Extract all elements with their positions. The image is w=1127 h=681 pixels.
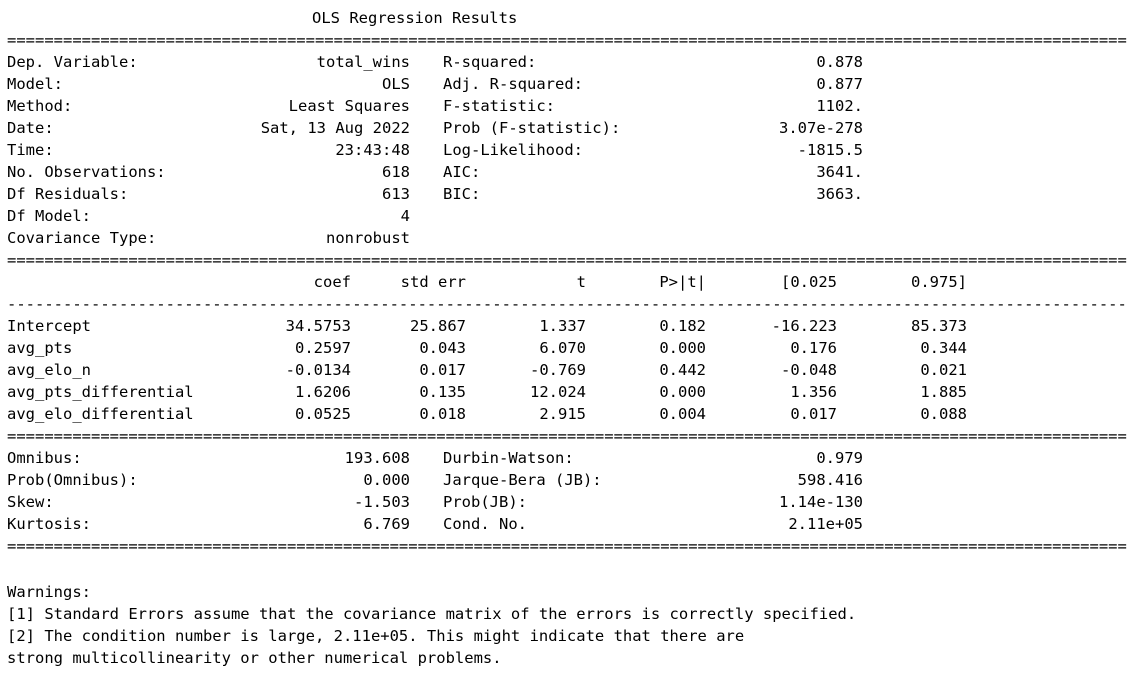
table-row: [7, 381, 1007, 403]
col-header-p: P>|t|: [659, 273, 706, 291]
summary-row: [7, 95, 1007, 117]
table-row: [7, 337, 1007, 359]
cell-coef: 34.5753: [285, 317, 351, 335]
cell-ci-low: -0.048: [781, 361, 837, 379]
stat-label: BIC:: [443, 185, 481, 203]
row-label: avg_elo_n: [7, 361, 91, 379]
stat-label: Log-Likelihood:: [443, 141, 583, 159]
cell-t: -0.769: [530, 361, 586, 379]
stat-value: 1102.: [816, 97, 863, 115]
stat-value: 3.07e-278: [779, 119, 863, 137]
diag-value: 0.000: [363, 471, 410, 489]
cell-std-err: 25.867: [410, 317, 466, 335]
cell-t: 1.337: [539, 317, 586, 335]
cell-ci-low: 0.176: [790, 339, 837, 357]
cell-ci-low: 0.017: [790, 405, 837, 423]
diag-label: Prob(JB):: [443, 493, 527, 511]
table-row: [7, 403, 1007, 425]
diagnostics-row: [7, 447, 1007, 469]
double-rule: ========================================================================================================================: [7, 31, 1127, 49]
summary-value: Sat, 13 Aug 2022: [260, 119, 410, 137]
double-rule: ========================================================================================================================: [7, 427, 1127, 445]
warning-line: [2] The condition number is large, 2.11e+05. This might indicate that there are: [7, 627, 745, 645]
summary-row: [7, 227, 1007, 249]
stat-label: Adj. R-squared:: [443, 75, 583, 93]
stat-label: R-squared:: [443, 53, 537, 71]
cell-p: 0.000: [659, 383, 706, 401]
diag-label: Jarque-Bera (JB):: [443, 471, 602, 489]
report-title: OLS Regression Results: [312, 9, 518, 27]
summary-label: Dep. Variable:: [7, 53, 138, 71]
cell-std-err: 0.018: [419, 405, 466, 423]
diag-label: Durbin-Watson:: [443, 449, 574, 467]
summary-value: total_wins: [316, 53, 410, 71]
summary-value: OLS: [382, 75, 410, 93]
cell-ci-low: 1.356: [790, 383, 837, 401]
double-rule: ========================================================================================================================: [7, 251, 1127, 269]
summary-label: Covariance Type:: [7, 229, 157, 247]
summary-label: Df Residuals:: [7, 185, 129, 203]
cell-coef: -0.0134: [285, 361, 351, 379]
stat-value: 0.878: [816, 53, 863, 71]
stat-label: AIC:: [443, 163, 481, 181]
diag-label: Cond. No.: [443, 515, 527, 533]
cell-coef: 0.0525: [295, 405, 351, 423]
cell-ci-high: 0.344: [920, 339, 967, 357]
summary-value: Least Squares: [288, 97, 410, 115]
stat-value: 3663.: [816, 185, 863, 203]
stat-label: F-statistic:: [443, 97, 555, 115]
cell-coef: 1.6206: [295, 383, 351, 401]
diag-value: 6.769: [363, 515, 410, 533]
cell-std-err: 0.135: [419, 383, 466, 401]
diagnostics-row: [7, 491, 1007, 513]
summary-row: [7, 73, 1007, 95]
diag-value: 0.979: [816, 449, 863, 467]
col-header-t: t: [576, 273, 586, 291]
diagnostics-row: [7, 513, 1007, 535]
cell-t: 6.070: [539, 339, 586, 357]
double-rule: ========================================================================================================================: [7, 537, 1127, 555]
diagnostics-row: [7, 469, 1007, 491]
cell-ci-high: 1.885: [920, 383, 967, 401]
warning-line: strong multicollinearity or other numerical problems.: [7, 649, 502, 667]
summary-value: nonrobust: [326, 229, 410, 247]
summary-label: Method:: [7, 97, 73, 115]
stat-value: 0.877: [816, 75, 863, 93]
cell-ci-high: 85.373: [911, 317, 967, 335]
col-header-ci-low: [0.025: [781, 273, 837, 291]
cell-p: 0.004: [659, 405, 706, 423]
summary-row: [7, 139, 1007, 161]
diag-value: 1.14e-130: [779, 493, 863, 511]
row-label: avg_pts_differential: [7, 383, 194, 401]
summary-row: [7, 51, 1007, 73]
diag-value: 598.416: [797, 471, 863, 489]
summary-row: [7, 117, 1007, 139]
diag-label: Prob(Omnibus):: [7, 471, 138, 489]
summary-row: [7, 183, 1007, 205]
diag-label: Skew:: [7, 493, 54, 511]
stat-value: 3641.: [816, 163, 863, 181]
row-label: avg_pts: [7, 339, 73, 357]
row-label: avg_elo_differential: [7, 405, 194, 423]
cell-p: 0.000: [659, 339, 706, 357]
table-row: [7, 315, 1007, 337]
summary-label: Time:: [7, 141, 54, 159]
cell-ci-high: 0.021: [920, 361, 967, 379]
cell-t: 2.915: [539, 405, 586, 423]
cell-ci-low: -16.223: [771, 317, 837, 335]
diag-value: 2.11e+05: [788, 515, 863, 533]
col-header-ci-high: 0.975]: [911, 273, 967, 291]
warnings-heading: Warnings:: [7, 583, 91, 601]
summary-value: 23:43:48: [335, 141, 410, 159]
summary-value: 4: [400, 207, 410, 225]
cell-ci-high: 0.088: [920, 405, 967, 423]
cell-std-err: 0.043: [419, 339, 466, 357]
summary-row: [7, 205, 1007, 227]
col-header-coef: coef: [313, 273, 351, 291]
diag-label: Omnibus:: [7, 449, 82, 467]
stat-value: -1815.5: [797, 141, 863, 159]
table-row: [7, 359, 1007, 381]
summary-value: 618: [382, 163, 410, 181]
summary-label: Model:: [7, 75, 63, 93]
cell-p: 0.442: [659, 361, 706, 379]
summary-label: No. Observations:: [7, 163, 166, 181]
cell-std-err: 0.017: [419, 361, 466, 379]
cell-t: 12.024: [530, 383, 586, 401]
diag-label: Kurtosis:: [7, 515, 91, 533]
row-label: Intercept: [7, 317, 91, 335]
diag-value: 193.608: [344, 449, 410, 467]
warning-line: [1] Standard Errors assume that the covariance matrix of the errors is correctly specified.: [7, 605, 857, 623]
summary-row: [7, 161, 1007, 183]
stat-label: Prob (F-statistic):: [443, 119, 621, 137]
single-rule: ------------------------------------------------------------------------------------------------------------------------: [7, 295, 1127, 313]
summary-label: Date:: [7, 119, 54, 137]
summary-value: 613: [382, 185, 410, 203]
summary-label: Df Model:: [7, 207, 91, 225]
cell-coef: 0.2597: [295, 339, 351, 357]
diag-value: -1.503: [354, 493, 410, 511]
coef-header: [7, 271, 1007, 293]
col-header-std-err: std err: [400, 273, 466, 291]
cell-p: 0.182: [659, 317, 706, 335]
